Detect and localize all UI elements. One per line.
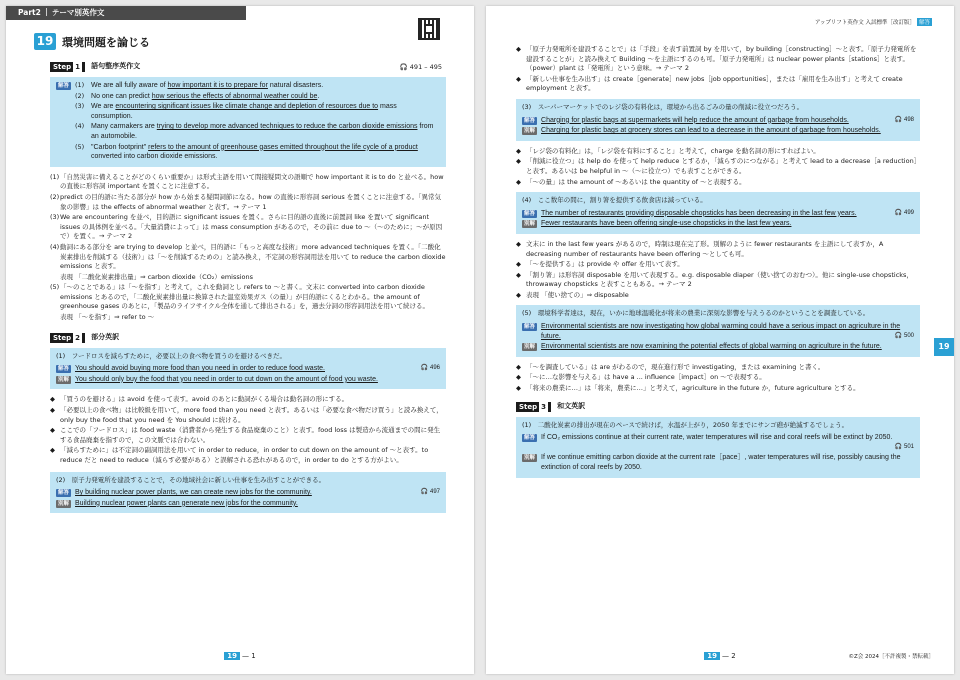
explanation-note (516, 260, 920, 270)
explanation-note (50, 242, 446, 272)
explanation-note (516, 157, 920, 176)
alt-answer-line (56, 375, 440, 385)
alt-answer-line (56, 499, 440, 509)
step1-heading (50, 62, 446, 74)
answer-text: By building nuclear power plants, we can create new jobs for the community. 🎧 497 (75, 489, 440, 497)
alt-tag: 別解 (524, 455, 536, 462)
bullet-icon: ◆ (516, 45, 521, 53)
q2-box (50, 472, 446, 514)
answer-line (56, 488, 440, 498)
alt-answer-line (522, 219, 914, 229)
page-number: 19 — 1 (6, 652, 474, 660)
audio-icon[interactable]: 🎧 500 (894, 332, 914, 339)
alt-answer-text: Charging for plastic bags at grocery stores can lead to a decrease in the amount of garbage from households. (541, 127, 881, 135)
explanation-note (50, 395, 446, 405)
right-content (516, 44, 920, 484)
bullet-icon: ◆ (516, 384, 521, 393)
alt-tag: 別解 (58, 376, 70, 383)
explanation-note (516, 45, 920, 74)
bullet-icon: ◆ (50, 406, 55, 415)
note-text: 表現 「二酸化炭素排出量」⇒ carbon dioxide（CO₂）emissions (60, 272, 254, 281)
note-text: 「原子力発電所を建設することで」は「手段」を表す前置詞 by を用いて，by building［constructing］～と表す。「原子力発電所を建設することが」と読み換えて Building ～を主語にするのも可。「原子力発電所」は nuclear power plants［stations］と表す。（power）plant は「発電所」という意味。→ テーマ 2 (526, 45, 917, 73)
step1-answer (56, 122, 440, 141)
step2-notes (50, 395, 446, 465)
note-text: 「～のことである」は「～を指す」と考えて，これを動詞とし refers to ～と書く。文末に converted into carbon dioxide emissions とあるので，「二酸化炭素排出量に換算された温室効果ガス（の量）」が目的語にくるとわかる。the amount of greenhouse gases のあとに，「製品のライフサイクル全体を通して排出される」を，過去分詞の形容詞用法を用いて続ける。 (60, 283, 429, 311)
note-text: 「削減に役立つ」は help do を使って help reduce とするか，「減らすのにつながる」と考えて lead to a decrease［a reduction］と表す。あるいは be helpful in ～（～に役立つ）でも表すことができる。 (526, 157, 917, 175)
answer-underlined: encountering significant issues like climate change and depletion of resources due to (115, 103, 379, 111)
question-text: (5) 環境科学者達は，現在，いかに地球温暖化が将来の農業に深刻な影響を与えうるのかということを調査している。 (522, 309, 870, 318)
audio-icon[interactable]: 🎧 496 (420, 365, 440, 372)
alt-answer-text: If we continue emitting carbon dioxide at the current rate［pace］, water temperatures will rise, possibly causing the extinction of coral reefs by 2050. (541, 454, 901, 471)
explanation-note (50, 283, 446, 312)
step-tag: Step 3 (516, 402, 551, 412)
alt-answer-text: Fewer restaurants have been offering single-use chopsticks in the last few years. (541, 220, 792, 228)
bullet-icon: ◆ (50, 395, 55, 404)
audio-icon[interactable]: 🎧 498 (894, 116, 914, 123)
answer-sentence (91, 92, 440, 102)
alt-tag: 別解 (58, 500, 70, 507)
alt-answer-text: You should only buy the food that you need in order to cut down on the amount of food you waste. (75, 375, 378, 383)
step1-answer (56, 81, 440, 91)
note-text: 「買うのを避ける」は avoid を使って表す。avoid のあとに動詞がくる場合は動名詞の形にする。 (60, 395, 349, 404)
note-text: 「新しい仕事を生み出す」は create［generate］new jobs［job opportunities］，または「雇用を生み出す」と考えて create employment と表す。 (526, 74, 903, 93)
answer-number: (2) (75, 91, 85, 100)
bullet-icon: ◆ (516, 290, 521, 299)
answer-number: (3) (75, 102, 85, 111)
answer-underlined: refers to the amount of greenhouse gases emitted throughout the life cycle of a product (148, 143, 418, 151)
unit-number-badge: 19 (34, 33, 56, 50)
note-text: 文末に in the last few years があるので，時制は現在完了形。別解のように fewer restaurants を主語にして表すか，A decreasing number of restaurants have been offering ～としても可。 (526, 239, 884, 258)
answer-line (522, 433, 914, 452)
step2-heading (50, 333, 446, 345)
bullet-icon: ◆ (50, 426, 55, 435)
note-marker: (2) (50, 192, 60, 201)
left-content (50, 62, 446, 519)
alt-tag: 別解 (524, 344, 536, 351)
answer-number: (4) (75, 122, 85, 131)
alt-answer-line (522, 342, 914, 352)
bullet-icon: ◆ (516, 260, 521, 269)
answer-number: (5) (75, 142, 85, 151)
answer-tag: 解答 (524, 435, 536, 442)
note-text: 「～を提供する」は provide や offer を用いて表す。 (526, 260, 684, 269)
answer-pre: Many carmakers are (91, 123, 157, 131)
part-label: Part2 (18, 8, 41, 17)
note-text: 「～の量」は the amount of ～あるいは the quantity of ～と表現する。 (526, 177, 746, 186)
question-text: (2) 原子力発電所を建設することで，その地域社会に新しい仕事を生み出すことができる。 (56, 475, 326, 484)
explanation-note (50, 213, 446, 242)
q5-notes (516, 363, 920, 394)
explanation-note (516, 239, 920, 259)
step3-box (516, 417, 920, 478)
explanation-note (516, 290, 920, 301)
bullet-icon: ◆ (516, 177, 521, 186)
explanation-note (516, 177, 920, 188)
answer-text: If CO₂ emissions continue at their current rate, water temperatures will rise and coral reefs will be extinct by 2050. 🎧 501 (541, 433, 914, 452)
note-marker: (4) (50, 242, 60, 251)
note-marker: (1) (50, 172, 60, 181)
right-page (486, 6, 954, 674)
answer-line (522, 209, 914, 219)
step-title: 和文英訳 (557, 401, 586, 410)
audio-icon[interactable]: 🎧 499 (894, 209, 914, 216)
bullet-icon: ◆ (516, 74, 521, 83)
bullet-icon: ◆ (516, 239, 521, 248)
bullet-icon: ◆ (516, 362, 521, 371)
answer-tag: 解答 (524, 117, 536, 124)
note-text: 「割り箸」は形容詞 disposable を用いて表現する。e.g. disposable diaper（使い捨てのおむつ）。他に single-use chopsticks，throwaway chopsticks と表すこともある。→ テーマ 2 (526, 270, 913, 289)
step-title: 部分英訳 (91, 332, 120, 341)
q3-notes (516, 147, 920, 187)
answer-post: . (317, 92, 320, 100)
answer-pre: We are (91, 103, 116, 111)
answer-pre: "Carbon footprint" (91, 143, 149, 151)
left-page (6, 6, 474, 674)
note-text: 表現 「～を指す」⇒ refer to ～ (60, 313, 155, 322)
bullet-icon: ◆ (50, 446, 55, 455)
note-text: 「将来の農業に…」は「将来，農業に…」と考えて，agriculture in the future か，future agriculture とする。 (526, 384, 860, 393)
q3-box (516, 99, 920, 141)
note-text: ここでの「フードロス」は food waste（消費者から発生する食品廃棄のこと）と表す。food loss は製造から流通までの間に発生する食品廃棄を指すので，この文脈では合わない。 (60, 426, 441, 444)
step-tag: Step 2 (50, 333, 85, 343)
alt-answer-line (522, 126, 914, 136)
chapter-side-tab[interactable]: 19 (934, 338, 954, 356)
answer-sentence (91, 143, 440, 162)
note-text: 「～を調査している」は are がわるので，現在進行形で investigating，または examining と書く。 (526, 362, 825, 371)
part-title: テーマ別英作文 (51, 8, 105, 17)
note-text: 表現 「使い捨ての」⇒ disposable (526, 290, 629, 299)
alt-tag: 別解 (524, 128, 536, 135)
step1-notes (50, 173, 446, 323)
answer-underlined: how important it is to prepare for (167, 82, 268, 89)
explanation-note (50, 446, 446, 465)
answer-text: The number of restaurants providing disposable chopsticks has been decreasing in the last few years. 🎧 499 (541, 209, 914, 217)
note-text: predict の目的語に当たる部分が how から始まる疑問詞節になる。how の直後に形容詞 serious を置くことに注意する。「異常気象の影響」は the effects of abnormal weather と表す。→ テーマ 1 (60, 192, 442, 211)
note-text: 「～に…な影響を与える」は have a ... influence［impact］on ～で表現する。 (526, 373, 766, 382)
question-text: (1) フードロスを減らすために，必要以上の食べ物を買うのを避けるべきだ。 (56, 351, 287, 360)
bullet-icon: ◆ (516, 146, 521, 155)
top-notes (516, 45, 920, 94)
explanation-note (60, 313, 446, 323)
answer-post: from an automobile. (91, 123, 434, 140)
answer-number: (1) (75, 81, 85, 89)
step1-answer-box (50, 77, 446, 167)
step1-answer (56, 143, 440, 162)
explanation-note (50, 406, 446, 425)
answer-pre: We are all fully aware of (91, 82, 168, 89)
copyright: ©Z会 2024［不許複製・禁転載］ (848, 654, 934, 660)
q5-box (516, 305, 920, 356)
answer-tag: 解答 (58, 83, 70, 89)
q4-box (516, 192, 920, 234)
bullet-icon: ◆ (516, 373, 521, 382)
answer-line (522, 116, 914, 126)
page-number: 19 — 2 (486, 652, 954, 660)
note-text: 「減らすために」は不定詞の副詞用法を用いて in order to reduce，in order to cut down on the amount of ～と表す。to reduce だと need to reduce（減らす必要がある）と誤解される恐れがあるので，in order to do とする方がよい。 (60, 446, 429, 464)
answer-tag: 解答 (58, 490, 70, 497)
step1-answer (56, 92, 440, 102)
unit-title (34, 32, 434, 52)
unit-title-text: 環境問題を論じる (62, 36, 150, 49)
answer-text: Environmental scientists are now investigating how global warming could have a serious impact on agriculture in the future. 🎧 500 (541, 323, 914, 340)
answer-tag: 解答 (58, 366, 70, 373)
note-marker: (3) (50, 213, 60, 222)
answer-underlined: trying to develop more advanced techniques to reduce the carbon dioxide emissions (156, 123, 418, 131)
answer-text: You should avoid buying more food than you need in order to reduce food waste. 🎧 496 (75, 365, 440, 373)
audio-icon[interactable]: 🎧 501 (894, 443, 914, 450)
step-title: 語句整序英作文 (91, 62, 141, 71)
alt-answer-text: Building nuclear power plants can generate new jobs for the community. (75, 499, 298, 507)
answer-post: mass consumption. (91, 103, 397, 120)
note-text: We are encountering を並べ，目的語に significant issues を置く。さらに目的語の直後に前置詞 like を置いて significant issues の具体例を並べる。「大量消費によって」は mass consumption があるので，その前に due to ～（～のために；～が原因で）を置く。→ テーマ 2 (60, 213, 443, 241)
explanation-note (50, 172, 446, 192)
answer-underlined: how serious the effects of abnormal weather could be (151, 92, 318, 100)
bullet-icon: ◆ (516, 157, 521, 166)
alt-tag: 別解 (524, 221, 536, 228)
answer-line (522, 322, 914, 341)
audio-ref[interactable]: 🎧 491 – 495 (399, 63, 442, 71)
explanation-note (60, 273, 446, 283)
q1-box (50, 348, 446, 390)
bullet-icon: ◆ (516, 270, 521, 279)
explanation-note (50, 426, 446, 445)
step3-heading (516, 402, 920, 414)
answer-tag: 解答 (524, 324, 536, 331)
part-header (6, 6, 246, 20)
audio-icon[interactable]: 🎧 497 (420, 489, 440, 496)
question-text: (4) ここ数年の間に，割り箸を提供する飲食店は減っている。 (522, 196, 707, 205)
explanation-note (50, 192, 446, 212)
book-header: アップリフト英作文 入試標準［改訂版］ 解答 (814, 20, 930, 26)
answer-post: converted into carbon dioxide emissions. (91, 153, 218, 161)
explanation-note (516, 373, 920, 383)
note-text: 「自然災害に備えることがどのくらい重要か」は形式主語を用いて間接疑問文の語順で how important it is to do と並べる。how の直後に形容詞 important を置くことに注意する。 (60, 172, 444, 191)
step1-answer (56, 102, 440, 121)
explanation-note (516, 384, 920, 394)
step-tag: Step 1 (50, 62, 85, 72)
answer-line (56, 364, 440, 374)
answer-sentence (91, 102, 440, 121)
answer-pre: No one can predict (91, 92, 152, 100)
explanation-note (516, 270, 920, 290)
answer-text: Charging for plastic bags at supermarkets will help reduce the amount of garbage from households. 🎧 498 (541, 116, 914, 124)
answer-sentence (91, 122, 440, 141)
q4-notes (516, 240, 920, 301)
question-text: (3) スーパーマーケットでのレジ袋の有料化は，環境から出るごみの量の削減に役立つだろう。 (522, 102, 804, 111)
explanation-note (516, 146, 920, 157)
note-text: 「必要以上の食べ物」は比較級を用いて，more food than you need と表す。あるいは「必要な食べ物だけ買う」と読み換えて，only buy the food that you need を You should に続ける。 (60, 406, 443, 424)
alt-answer-line (522, 453, 914, 472)
question-text: (1) 二酸化炭素の排出が現在のペースで続けば，水温が上がり，2050 年までにサンゴ礁が絶滅するでしょう。 (522, 420, 849, 429)
explanation-note (516, 362, 920, 373)
answer-post: natural disasters. (267, 82, 324, 89)
note-text: 動詞にある部分を are trying to develop と並べ，目的語に「もっと高度な技術」more advanced techniques を置く。「二酸化炭素排出を削減する（技術）」は「～を削減するための」と読み換え，不定詞の形容詞用法を用いて to reduce the carbon dioxide emissions と表す。 (60, 242, 446, 271)
answer-sentence (91, 81, 440, 91)
note-marker: (5) (50, 283, 60, 292)
explanation-note (516, 74, 920, 94)
note-text: 「レジ袋の有料化」は，「レジ袋を有料にすること」と考えて，charge を動名詞の形にすればよい。 (526, 146, 820, 155)
answer-tag: 解答 (524, 210, 536, 217)
alt-answer-text: Environmental scientists are now examining the potential effects of global warming on agriculture in the future. (541, 343, 882, 351)
